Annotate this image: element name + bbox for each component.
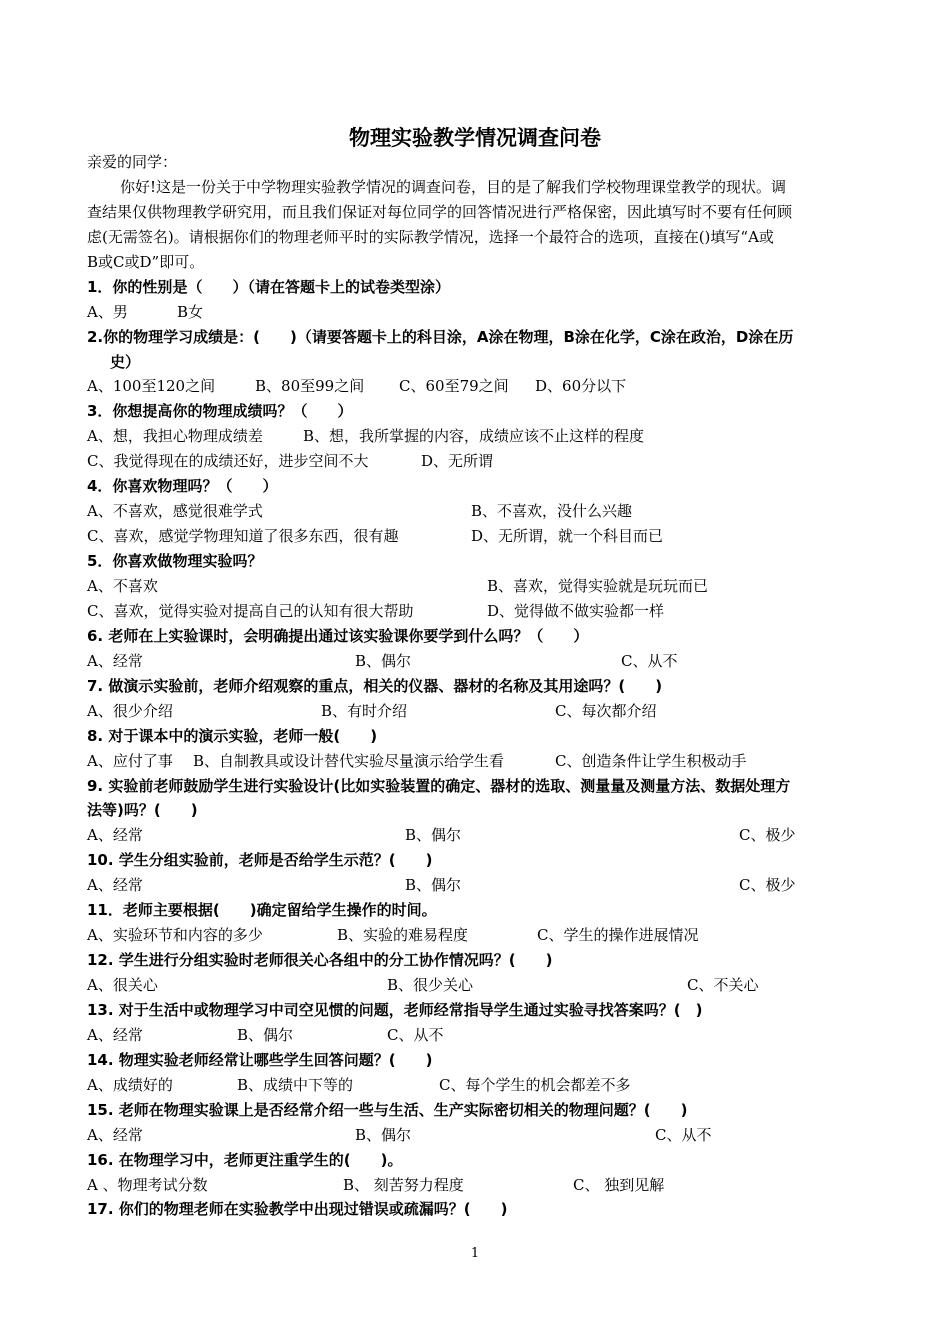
option-a: A、很少介绍 — [87, 702, 173, 720]
option-c: C、不关心 — [687, 976, 759, 994]
option-a: A、男 — [87, 303, 128, 321]
option-d: D、觉得做不做实验都一样 — [487, 602, 665, 620]
intro-line: 查结果仅供物理教学研究用，而且我们保证对每位同学的回答情况进行严格保密，因此填写时不要有任何顾 — [87, 203, 793, 221]
option-a: A、想，我担心物理成绩差 — [87, 427, 263, 445]
option-c: C、从不 — [655, 1126, 712, 1144]
option-b: B、有时介绍 — [321, 702, 408, 720]
option-b: B、偶尔 — [405, 826, 462, 844]
question-4: 4．你喜欢物理吗？（ ） — [87, 477, 278, 495]
option-c: C、喜欢，感觉学物理知道了很多东西，很有趣 — [87, 527, 399, 545]
option-d: D、无所谓，就一个科目而已 — [471, 527, 664, 545]
option-a: A、经常 — [87, 826, 143, 844]
option-c: C、每个学生的机会都差不多 — [439, 1076, 631, 1094]
option-a: A、成绩好的 — [87, 1076, 173, 1094]
question-15: 15. 老师在物理实验课上是否经常介绍一些与生活、生产实际密切相关的物理问题？( ) — [87, 1101, 688, 1119]
option-c: C、60至79之间 — [399, 377, 509, 395]
intro-line: 你好!这是一份关于中学物理实验教学情况的调查问卷，目的是了解我们学校物理课堂教学的现状。调 — [120, 178, 787, 196]
question-13: 13. 对于生活中或物理学习中司空见惯的问题，老师经常指导学生通过实验寻找答案吗？( ) — [87, 1001, 703, 1019]
option-a: A、经常 — [87, 1026, 143, 1044]
option-c: C、学生的操作进展情况 — [537, 926, 699, 944]
option-a: A、经常 — [87, 652, 143, 670]
option-b: B、偶尔 — [355, 652, 412, 670]
option-b: B女 — [177, 303, 204, 321]
question-17: 17. 你们的物理老师在实验教学中出现过错误或疏漏吗？( ) — [87, 1200, 508, 1218]
option-a: A、经常 — [87, 876, 143, 894]
option-a: A、实验环节和内容的多少 — [87, 926, 263, 944]
page-title: 物理实验教学情况调查问卷 — [349, 126, 601, 150]
question-11: 11．老师主要根据( )确定留给学生操作的时间。 — [87, 901, 437, 919]
option-a: A、经常 — [87, 1126, 143, 1144]
question-7: 7. 做演示实验前，老师介绍观察的重点，相关的仪器、器材的名称及其用途吗？( ) — [87, 677, 663, 695]
option-c: C、创造条件让学生积极动手 — [555, 752, 747, 770]
option-c: C、极少 — [739, 826, 796, 844]
option-c: C、从不 — [621, 652, 678, 670]
option-a: A、应付了事 — [87, 752, 173, 770]
option-b: B、想，我所掌握的内容，成绩应该不止这样的程度 — [303, 427, 645, 445]
question-9: 9. 实验前老师鼓励学生进行实验设计(比如实验装置的确定、器材的选取、测量量及测量方法、数据处理方 — [87, 777, 791, 795]
question-12: 12. 学生进行分组实验时老师很关心各组中的分工协作情况吗？( ) — [87, 951, 553, 969]
question-1: 1．你的性别是（ ）（请在答题卡上的试卷类型涂） — [87, 278, 450, 296]
question-9-cont: 法等)吗？( ) — [87, 801, 198, 819]
question-6: 6. 老师在上实验课时，会明确提出通过该实验课你要学到什么吗？（ ） — [87, 627, 589, 645]
question-3: 3．你想提高你的物理成绩吗？（ ） — [87, 402, 353, 420]
option-b: B、自制教具或设计替代实验尽量演示给学生看 — [193, 752, 505, 770]
option-a: A、不喜欢 — [87, 577, 158, 595]
intro-line: 虑(无需签名)。请根据你们的物理老师平时的实际教学情况，选择一个最符合的选项，直接在()填写“A或 — [87, 228, 774, 246]
option-c: C、从不 — [387, 1026, 444, 1044]
option-a: A、很关心 — [87, 976, 158, 994]
option-c: C、每次都介绍 — [555, 702, 657, 720]
option-b: B、很少关心 — [387, 976, 474, 994]
option-d: D、无所谓 — [421, 452, 494, 470]
option-a: A 、物理考试分数 — [87, 1176, 208, 1194]
option-a: A、不喜欢，感觉很难学式 — [87, 502, 263, 520]
question-8: 8. 对于课本中的演示实验，老师一般( ) — [87, 727, 378, 745]
page-number: 1 — [470, 1246, 480, 1261]
option-b: B、成绩中下等的 — [237, 1076, 354, 1094]
intro-line: B或C或D”即可。 — [87, 253, 205, 271]
option-b: B、偶尔 — [237, 1026, 294, 1044]
option-b: B、喜欢，觉得实验就是玩玩而已 — [487, 577, 709, 595]
option-b: B、80至99之间 — [255, 377, 365, 395]
question-2-cont: 史） — [110, 353, 141, 371]
option-a: A、100至120之间 — [87, 377, 216, 395]
greeting: 亲爱的同学： — [87, 153, 178, 171]
question-5: 5．你喜欢做物理实验吗？ — [87, 552, 263, 570]
question-16: 16. 在物理学习中，老师更注重学生的( )。 — [87, 1151, 403, 1169]
question-14: 14. 物理实验老师经常让哪些学生回答问题？( ) — [87, 1051, 433, 1069]
option-c: C、我觉得现在的成绩还好，进步空间不大 — [87, 452, 369, 470]
option-b: B、不喜欢，没什么兴趣 — [471, 502, 633, 520]
option-c: C、 独到见解 — [573, 1176, 665, 1194]
question-2: 2.你的物理学习成绩是：( )（请要答题卡上的科目涂，A涂在物理，B涂在化学，C涂在政治，D涂在历 — [87, 328, 794, 346]
option-b: B、 刻苦努力程度 — [343, 1176, 464, 1194]
option-b: B、偶尔 — [355, 1126, 412, 1144]
option-b: B、实验的难易程度 — [337, 926, 469, 944]
option-b: B、偶尔 — [405, 876, 462, 894]
option-c: C、极少 — [739, 876, 796, 894]
option-d: D、60分以下 — [535, 377, 627, 395]
question-10: 10. 学生分组实验前，老师是否给学生示范？( ) — [87, 851, 433, 869]
option-c: C、喜欢，觉得实验对提高自己的认知有很大帮助 — [87, 602, 414, 620]
